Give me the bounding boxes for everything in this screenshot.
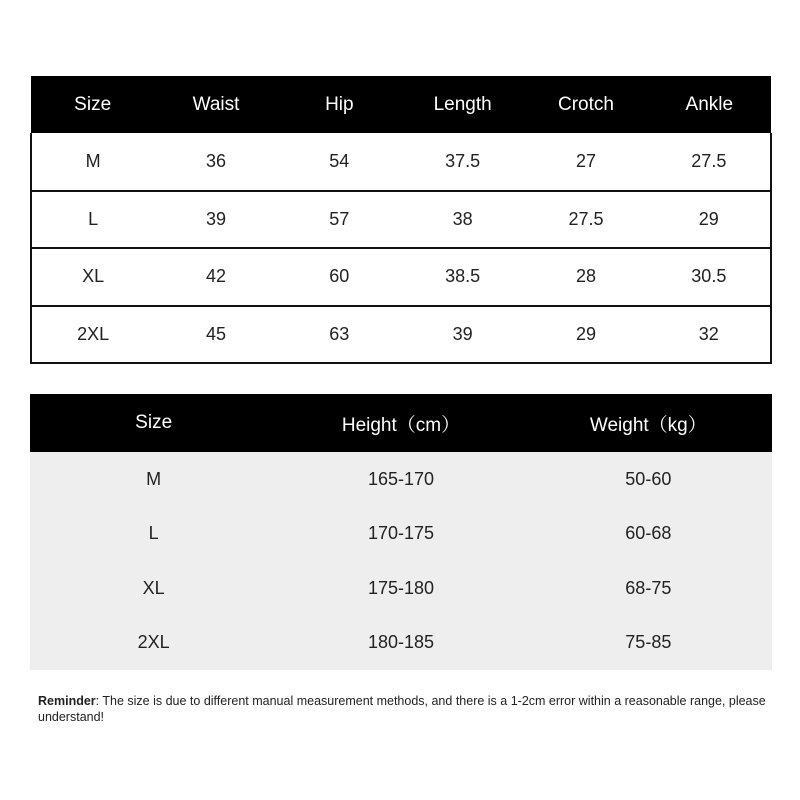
cell-hip: 60 xyxy=(278,248,401,306)
cell-crotch: 28 xyxy=(524,248,647,306)
cell-crotch: 27 xyxy=(524,133,647,191)
cell-size: M xyxy=(30,452,277,507)
cell-weight: 60-68 xyxy=(525,507,772,562)
reminder-text: : The size is due to different manual measurement methods, and there is a 1-2cm error within a reasonable range, please understand! xyxy=(38,694,766,724)
cell-ankle: 27.5 xyxy=(648,133,771,191)
header-crotch: Crotch xyxy=(524,76,647,133)
cell-size: XL xyxy=(31,248,154,306)
header-ankle: Ankle xyxy=(648,76,771,133)
cell-height: 175-180 xyxy=(277,561,524,616)
reminder-note xyxy=(38,693,778,725)
cell-hip: 54 xyxy=(278,133,401,191)
cell-weight: 50-60 xyxy=(525,452,772,507)
cell-crotch: 29 xyxy=(524,306,647,364)
table-row xyxy=(30,507,772,562)
cell-waist: 36 xyxy=(154,133,277,191)
header-size: Size xyxy=(30,394,277,452)
cell-waist: 39 xyxy=(154,191,277,249)
cell-height: 165-170 xyxy=(277,452,524,507)
table-row xyxy=(30,561,772,616)
header-weight: Weight（kg） xyxy=(525,394,772,452)
cell-crotch: 27.5 xyxy=(524,191,647,249)
cell-size: 2XL xyxy=(31,306,154,364)
cell-length: 39 xyxy=(401,306,524,364)
table-row xyxy=(30,452,772,507)
cell-ankle: 29 xyxy=(648,191,771,249)
measurement-table-header xyxy=(31,76,771,133)
header-hip: Hip xyxy=(278,76,401,133)
header-size: Size xyxy=(31,76,154,133)
cell-height: 180-185 xyxy=(277,616,524,671)
cell-size: L xyxy=(31,191,154,249)
cell-ankle: 32 xyxy=(648,306,771,364)
table-row xyxy=(31,306,771,364)
cell-size: M xyxy=(31,133,154,191)
measurement-table xyxy=(30,76,772,364)
table-row xyxy=(31,248,771,306)
cell-length: 38 xyxy=(401,191,524,249)
cell-hip: 63 xyxy=(278,306,401,364)
table-row xyxy=(31,191,771,249)
cell-waist: 42 xyxy=(154,248,277,306)
header-height: Height（cm） xyxy=(277,394,524,452)
cell-ankle: 30.5 xyxy=(648,248,771,306)
cell-size: XL xyxy=(30,561,277,616)
cell-waist: 45 xyxy=(154,306,277,364)
cell-size: L xyxy=(30,507,277,562)
cell-weight: 68-75 xyxy=(525,561,772,616)
table-row xyxy=(30,616,772,671)
cell-weight: 75-85 xyxy=(525,616,772,671)
cell-hip: 57 xyxy=(278,191,401,249)
cell-size: 2XL xyxy=(30,616,277,671)
header-length: Length xyxy=(401,76,524,133)
reminder-label: Reminder xyxy=(38,694,96,708)
body-size-table-header xyxy=(30,394,772,452)
cell-height: 170-175 xyxy=(277,507,524,562)
header-waist: Waist xyxy=(154,76,277,133)
cell-length: 37.5 xyxy=(401,133,524,191)
body-size-table xyxy=(30,394,772,670)
cell-length: 38.5 xyxy=(401,248,524,306)
table-row xyxy=(31,133,771,191)
